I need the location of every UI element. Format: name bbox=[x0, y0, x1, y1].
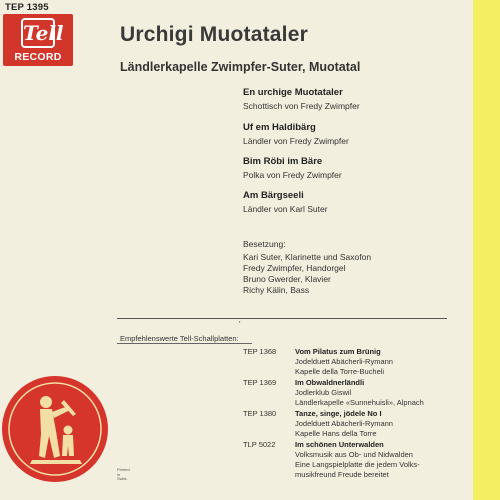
record-title: Vom Pilatus zum Brünig bbox=[295, 347, 381, 356]
record-detail: musikfreund Freude bereitet bbox=[295, 470, 389, 479]
song-info: Ländler von Karl Suter bbox=[243, 204, 328, 214]
tell-record-logo bbox=[3, 14, 73, 66]
cast-heading: Besetzung: bbox=[243, 239, 286, 249]
cast-member: Fredy Zwimpfer, Handorgel bbox=[243, 263, 346, 273]
song-info: Ländler von Fredy Zwimpfer bbox=[243, 136, 349, 146]
catalog-number: TEP 1395 bbox=[5, 2, 49, 13]
song-info: Schottisch von Fredy Zwimpfer bbox=[243, 101, 360, 111]
seal-artwork bbox=[2, 376, 108, 482]
cast-section bbox=[243, 239, 371, 296]
record-detail: Ländlerkapelle «Sunnehuisli», Alpnach bbox=[295, 398, 424, 407]
tell-logo-mark: Tell bbox=[21, 18, 55, 48]
song-entry bbox=[243, 122, 349, 146]
record-detail: Jodelduett Abächerli-Rymann bbox=[295, 419, 393, 428]
record-detail: Kapelle Hans della Torre bbox=[295, 429, 377, 438]
song-title: Am Bärgseeli bbox=[243, 190, 304, 201]
divider bbox=[117, 318, 447, 319]
wilhelm-tell-seal-icon bbox=[2, 376, 108, 482]
song-entry bbox=[243, 190, 328, 214]
song-title: Bim Röbi im Bäre bbox=[243, 156, 323, 167]
song-title: En urchige Muotataler bbox=[243, 87, 343, 98]
record-title: Im schönen Unterwalden bbox=[295, 440, 384, 449]
recommended-heading: Empfehlenswerte Tell-Schallplatten: bbox=[120, 334, 239, 343]
record-detail: Volksmusik aus Ob- und Nidwalden bbox=[295, 450, 413, 459]
record-detail: Jodelduett Abächerli-Rymann bbox=[295, 357, 393, 366]
divider bbox=[117, 343, 252, 344]
printer-mark-line: in bbox=[117, 471, 121, 477]
printer-mark bbox=[117, 468, 130, 482]
song-entry bbox=[243, 156, 342, 180]
record-catalog-number: TEP 1368 bbox=[243, 347, 277, 356]
record-detail: Jodlerklub Giswil bbox=[295, 388, 352, 397]
cast-member: Bruno Gwerder, Klavier bbox=[243, 274, 331, 284]
printer-mark-line: Switz. bbox=[117, 476, 128, 481]
record-title: Tanze, singe, jödele No I bbox=[295, 409, 382, 418]
cast-list bbox=[243, 252, 371, 296]
song-entry bbox=[243, 87, 360, 111]
song-title: Uf em Haldibärg bbox=[243, 122, 316, 133]
record-catalog-number: TEP 1369 bbox=[243, 378, 277, 387]
record-catalog-number: TEP 1380 bbox=[243, 409, 277, 418]
cast-member: Kari Suter, Klarinette und Saxofon bbox=[243, 252, 372, 262]
record-detail: Kapelle della Torre-Bucheli bbox=[295, 367, 385, 376]
record-detail: Eine Langspielplatte die jedem Volks- bbox=[295, 460, 420, 469]
album-title: Urchigi Muotataler bbox=[120, 23, 308, 46]
record-title: Im Obwaldnerländli bbox=[295, 378, 365, 387]
record-catalog-number: TLP 5022 bbox=[243, 440, 276, 449]
cast-member: Richy Kälin, Bass bbox=[243, 285, 310, 295]
song-info: Polka von Fredy Zwimpfer bbox=[243, 170, 342, 180]
album-subtitle: Ländlerkapelle Zwimpfer-Suter, Muotatal bbox=[120, 60, 361, 74]
printer-mark-line: Printed bbox=[117, 467, 130, 472]
tick-mark: ' bbox=[239, 320, 241, 329]
record-label-text: RECORD bbox=[14, 51, 62, 63]
